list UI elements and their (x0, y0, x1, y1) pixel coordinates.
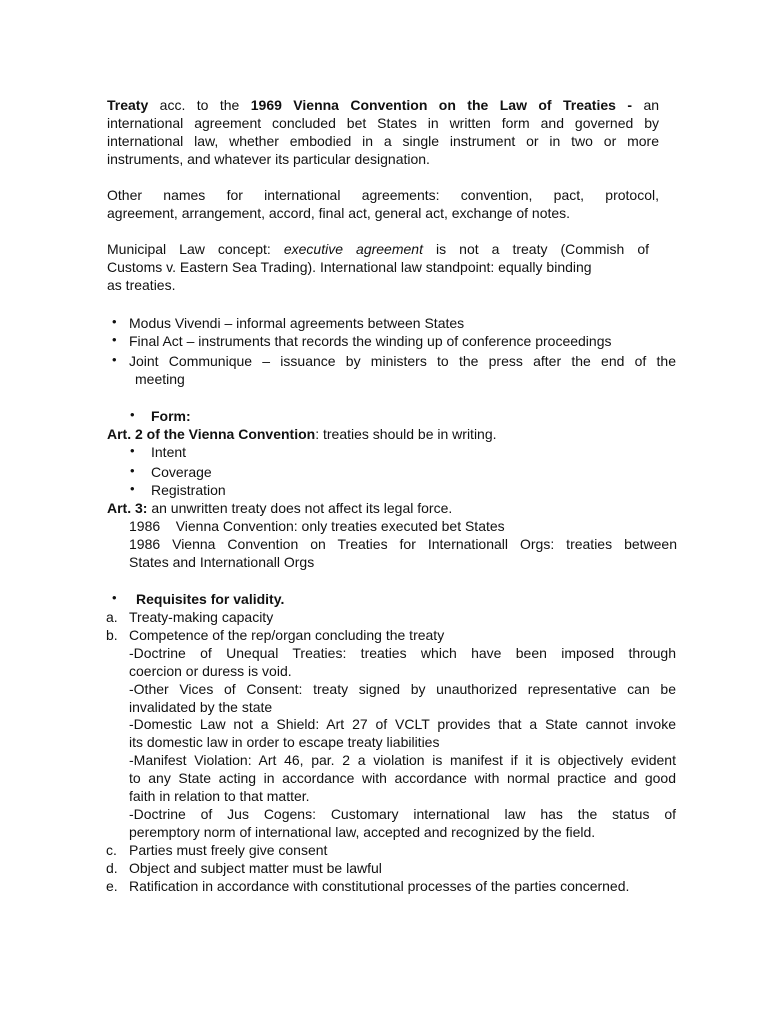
bullet-item-final-act: Final Act – instruments that records the winding up of conference proceedings (129, 333, 612, 349)
domestic-law-line-2: its domestic law in order to escape treaty liabilities (129, 734, 440, 750)
art3-label: Art. 3: (107, 500, 148, 516)
bullet-icon: • (112, 332, 117, 347)
form-heading: Form: (151, 408, 191, 424)
bullet-icon: • (130, 443, 135, 458)
manifest-violation-line-3: faith in relation to that matter. (129, 788, 310, 804)
form-item-coverage: Coverage (151, 464, 212, 480)
jus-cogens-line-1: -Doctrine of Jus Cogens: Customary international law has the status of (129, 806, 676, 822)
requisite-b: Competence of the rep/organ concluding the treaty (129, 627, 445, 643)
intro-line-2: international agreement concluded bet States in written form and governed by (107, 115, 659, 131)
vienna-1986-line: 1986 Vienna Convention: only treaties executed bet States (129, 518, 505, 534)
requisite-a: Treaty-making capacity (129, 609, 274, 625)
bullet-icon: • (130, 481, 135, 496)
list-marker-a: a. (106, 609, 118, 625)
art2-line: Art. 2 of the Vienna Convention: treaties should be in writing. (107, 426, 497, 442)
bullet-item-joint-communique-cont: meeting (135, 371, 185, 387)
intro-line-4: instruments, and whatever its particular designation. (107, 151, 430, 167)
art2-label: Art. 2 of the Vienna Convention (107, 426, 316, 442)
form-item-registration: Registration (151, 482, 226, 498)
jus-cogens-line-2: peremptory norm of international law, accepted and recognized by the field. (129, 824, 596, 840)
municipal-line-2: Customs v. Eastern Sea Trading). International law standpoint: equally binding (107, 259, 592, 275)
intro-line-1: Treaty acc. to the 1969 Vienna Convention on the Law of Treaties - an (107, 97, 660, 113)
list-marker-b: b. (106, 627, 118, 643)
list-marker-c: c. (106, 842, 117, 858)
unequal-treaties-line-2: coercion or duress is void. (129, 663, 292, 679)
bullet-icon: • (112, 590, 117, 605)
vienna-convention-1969: 1969 Vienna Convention on the Law of Treaties - (250, 97, 633, 113)
bullet-icon: • (130, 407, 135, 422)
treaty-term: Treaty (107, 97, 149, 113)
other-names-line-1: Other names for international agreements: convention, pact, protocol, (107, 187, 659, 203)
requisite-d: Object and subject matter must be lawful (129, 860, 382, 876)
bullet-icon: • (112, 314, 117, 329)
bullet-icon: • (130, 463, 135, 478)
unequal-treaties-line-1: -Doctrine of Unequal Treaties: treaties which have been imposed through (129, 645, 676, 661)
bullet-icon: • (112, 352, 117, 367)
bullet-item-modus-vivendi: Modus Vivendi – informal agreements between States (129, 315, 465, 331)
vienna-1986-orgs-line-1: 1986 Vienna Convention on Treaties for Internationall Orgs: treaties between (129, 536, 677, 552)
domestic-law-line-1: -Domestic Law not a Shield: Art 27 of VCLT provides that a State cannot invoke (129, 716, 676, 732)
municipal-line-1: Municipal Law concept: executive agreement is not a treaty (Commish of (107, 241, 650, 257)
municipal-line-3: as treaties. (107, 277, 176, 293)
other-names-line-2: agreement, arrangement, accord, final act, general act, exchange of notes. (107, 205, 571, 221)
list-marker-d: d. (106, 860, 118, 876)
manifest-violation-line-2: to any State acting in accordance with accordance with normal practice and good (129, 770, 676, 786)
list-marker-e: e. (106, 878, 118, 894)
bullet-item-joint-communique: Joint Communique – issuance by ministers to the press after the end of the (129, 353, 676, 369)
art3-line: Art. 3: an unwritten treaty does not affect its legal force. (107, 500, 453, 516)
requisite-c: Parties must freely give consent (129, 842, 328, 858)
vienna-1986-orgs-line-2: States and Internationall Orgs (129, 554, 315, 570)
executive-agreement: executive agreement (283, 241, 423, 257)
requisite-e: Ratification in accordance with constitutional processes of the parties concerned. (129, 878, 630, 894)
form-item-intent: Intent (151, 444, 187, 460)
manifest-violation-line-1: -Manifest Violation: Art 46, par. 2 a violation is manifest if it is objectively evident (129, 752, 676, 768)
requisites-heading: Requisites for validity. (136, 591, 285, 607)
vices-of-consent-line-2: invalidated by the state (129, 699, 273, 715)
vices-of-consent-line-1: -Other Vices of Consent: treaty signed by unauthorized representative can be (129, 681, 676, 697)
intro-line-3: international law, whether embodied in a single instrument or in two or more (107, 133, 659, 149)
